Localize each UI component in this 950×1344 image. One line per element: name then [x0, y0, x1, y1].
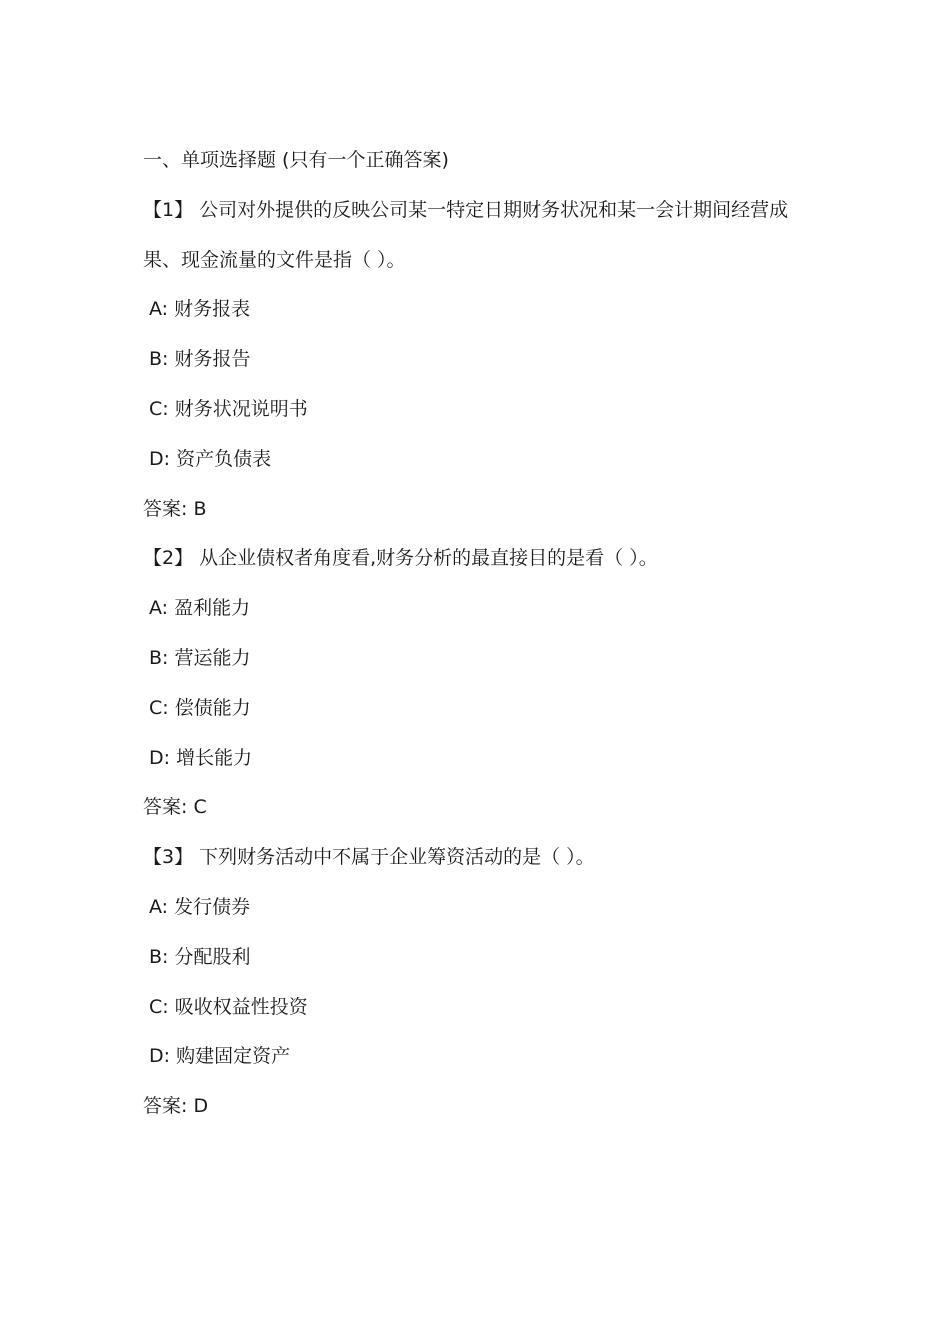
option-a: A: 财务报表 — [149, 298, 251, 321]
option-d: D: 购建固定资产 — [149, 1045, 291, 1068]
question-text: 公司对外提供的反映公司某一特定日期财务状况和某一会计期间经营成果、现金流量的文件是指（ ）。 — [143, 198, 789, 271]
section-title: 一、单项选择题 (只有一个正确答案) — [143, 149, 449, 171]
option-c: C: 财务状况说明书 — [149, 397, 308, 420]
option-a: A: 发行债券 — [149, 895, 251, 918]
option-a: A: 盈利能力 — [149, 597, 251, 620]
question-2 — [143, 534, 823, 584]
question-1 — [143, 186, 823, 286]
option-b: B: 财务报告 — [149, 348, 251, 371]
answer: 答案: C — [143, 796, 207, 819]
question-number: 【1】 — [143, 198, 194, 221]
option-b: B: 分配股利 — [149, 945, 251, 968]
option-d: D: 资产负债表 — [149, 447, 272, 470]
question-number: 【3】 — [143, 846, 194, 869]
option-c: C: 吸收权益性投资 — [149, 995, 308, 1018]
question-3 — [143, 833, 823, 883]
question-number: 【2】 — [143, 547, 194, 570]
option-b: B: 营运能力 — [149, 646, 251, 669]
question-text: 下列财务活动中不属于企业筹资活动的是（ ）。 — [199, 846, 595, 869]
option-d: D: 增长能力 — [149, 746, 253, 769]
question-text: 从企业债权者角度看,财务分析的最直接目的是看（ ）。 — [199, 547, 658, 570]
answer: 答案: D — [143, 1095, 209, 1118]
option-c: C: 偿债能力 — [149, 696, 251, 719]
document-content — [143, 136, 823, 1132]
answer: 答案: B — [143, 497, 207, 520]
